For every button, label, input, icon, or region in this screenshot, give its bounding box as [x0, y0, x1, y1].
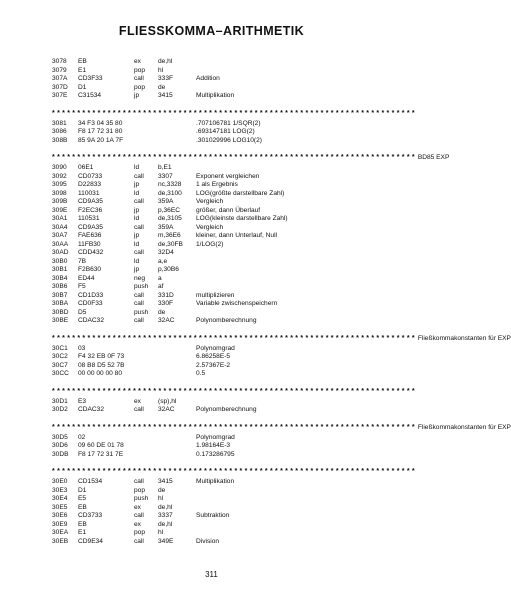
opcode-bytes: CD0F33 [78, 300, 103, 307]
code-line [52, 292, 394, 301]
code-line [52, 495, 394, 504]
code-line [52, 266, 394, 275]
comment: 1 als Ergebnis [196, 181, 238, 188]
address: 30C1 [52, 344, 68, 352]
opcode-bytes: CD1D33 [78, 291, 104, 299]
code-block [52, 120, 394, 146]
assembly-listing [52, 58, 511, 546]
operand: nc,3328 [158, 181, 182, 188]
comment: 0.173286795 [196, 450, 235, 458]
code-line [52, 478, 394, 487]
code-line [52, 442, 394, 451]
address: 30E3 [52, 486, 68, 494]
code-line [52, 84, 394, 93]
code-line [52, 198, 394, 207]
mnemonic: call [134, 249, 144, 256]
mnemonic: call [134, 223, 144, 231]
mnemonic: call [134, 172, 144, 180]
comment: Subtraktion [196, 512, 230, 519]
address: 30E4 [52, 495, 68, 502]
comment: 1.98164E-3 [196, 442, 231, 449]
operand: de,hl [158, 503, 173, 511]
address: 30DB [52, 450, 69, 458]
code-line [52, 258, 394, 267]
opcode-bytes: F8 17 72 31 7E [78, 450, 124, 458]
comment [196, 164, 394, 173]
address: 30D6 [52, 442, 68, 449]
mnemonic: ex [134, 58, 141, 65]
code-line [52, 164, 394, 173]
address: 30D5 [52, 433, 68, 441]
page-number: 311 [205, 570, 218, 579]
code-line [52, 207, 394, 216]
mnemonic: ld [134, 215, 140, 222]
page-title: FLIESSKOMMA–ARITHMETIK [118, 24, 305, 38]
mnemonic: jp [134, 206, 140, 214]
comment: Multiplikation [196, 478, 235, 485]
opcode-bytes: CDAC32 [78, 406, 105, 413]
comment: .693147181 LOG(2) [196, 128, 255, 135]
address: 3090 [52, 164, 67, 171]
section-separator [52, 334, 511, 343]
opcode-bytes: E3 [78, 397, 87, 405]
address: 30E0 [52, 478, 68, 485]
mnemonic: pop [134, 66, 146, 74]
mnemonic: call [134, 300, 144, 307]
mnemonic: ex [134, 397, 141, 405]
comment [196, 258, 394, 267]
opcode-bytes: 110531 [78, 215, 100, 222]
operand: 331D [158, 291, 174, 299]
comment [196, 58, 394, 67]
operand: p,36EC [158, 206, 180, 214]
opcode-bytes: 06E1 [78, 164, 94, 171]
code-block [52, 345, 394, 379]
opcode-bytes: CDD432 [78, 249, 104, 256]
code-line [52, 92, 394, 101]
comment [196, 495, 394, 504]
opcode-bytes: E5 [78, 495, 87, 502]
address: 30E6 [52, 512, 68, 519]
comment: .707106781 1/SQR(2) [196, 119, 261, 127]
code-line [52, 224, 394, 233]
star-rule: * * * * * * * * * * * * * * * * * * * * * * * * * * * * * * * * * * * * * * * * * * * * * * * * * * * * * * * * * * * * * * * * * * * * * * * * [52, 334, 415, 342]
operand: de,3105 [158, 215, 182, 222]
address: 30B0 [52, 257, 68, 265]
section-label: Fließkommakonstanten für EXP [417, 334, 511, 342]
mnemonic: push [134, 283, 149, 290]
opcode-bytes: 7B [78, 257, 87, 265]
star-rule: * * * * * * * * * * * * * * * * * * * * * * * * * * * * * * * * * * * * * * * * * * * * * * * * * * * * * * * * * * * * * * * * * * * * * * * * [52, 154, 415, 161]
opcode-bytes: D5 [78, 308, 87, 316]
operand: de [158, 486, 166, 494]
operand: 330F [158, 300, 174, 307]
operand: b,E1 [158, 164, 172, 171]
operand: hl [158, 529, 164, 536]
code-line [52, 362, 394, 371]
code-line [52, 300, 394, 309]
section-label: Fließkommakonstanten für EXP [417, 423, 511, 431]
address: 30EA [52, 529, 69, 536]
code-block [52, 478, 394, 546]
opcode-bytes: 85 9A 20 1A 7F [78, 136, 124, 144]
address: 30C2 [52, 353, 68, 360]
mnemonic: pop [134, 486, 146, 494]
code-line [52, 353, 394, 362]
comment [196, 521, 394, 530]
comment [196, 67, 394, 76]
operand: de [158, 83, 166, 91]
code-line [52, 137, 394, 146]
star-rule: * * * * * * * * * * * * * * * * * * * * * * * * * * * * * * * * * * * * * * * * * * * * * * * * * * * * * * * * * * * * * * * * * * * * * * * * [52, 109, 415, 117]
code-line [52, 309, 394, 318]
address: 3092 [52, 172, 67, 180]
opcode-bytes: D1 [78, 83, 87, 91]
mnemonic: ex [134, 520, 141, 528]
address: 3078 [52, 58, 67, 65]
opcode-bytes: CD3F33 [78, 75, 103, 82]
opcode-bytes: ED44 [78, 274, 95, 282]
code-line [52, 538, 394, 547]
opcode-bytes: 110031 [78, 189, 100, 197]
comment [196, 249, 394, 258]
comment [196, 283, 394, 292]
code-line [52, 58, 394, 67]
mnemonic: call [134, 512, 144, 519]
comment: Variable zwischenspeichern [196, 300, 278, 307]
comment: Polynomgrad [196, 344, 235, 352]
opcode-bytes: F8 17 72 31 80 [78, 128, 123, 135]
code-line [52, 434, 394, 443]
code-line [52, 173, 394, 182]
opcode-bytes: E1 [78, 529, 87, 536]
comment: LOG(größte darstellbare Zahl) [196, 189, 285, 197]
address: 30C7 [52, 361, 68, 369]
mnemonic: call [134, 75, 144, 82]
mnemonic: ex [134, 503, 141, 511]
opcode-bytes: 34 F3 04 35 80 [78, 119, 123, 127]
address: 307E [52, 92, 68, 99]
mnemonic: jp [134, 181, 140, 188]
comment: 6.86258E-5 [196, 353, 231, 360]
comment: Polynomberechnung [196, 317, 257, 324]
address: 30A1 [52, 215, 68, 222]
opcode-bytes: D1 [78, 486, 87, 494]
operand: hl [158, 66, 164, 74]
opcode-bytes: F2B630 [78, 266, 102, 273]
comment: Polynomgrad [196, 433, 235, 441]
comment: 0.5 [196, 370, 206, 377]
mnemonic: call [134, 406, 144, 413]
address: 3079 [52, 66, 67, 74]
code-block [52, 398, 394, 415]
section-separator [52, 423, 511, 432]
comment [196, 398, 394, 407]
comment [196, 266, 394, 275]
opcode-bytes: EB [78, 520, 87, 528]
code-line [52, 451, 394, 460]
code-line [52, 75, 394, 84]
mnemonic: ld [134, 240, 140, 248]
comment [196, 275, 394, 284]
comment [196, 529, 394, 538]
address: 30AD [52, 249, 69, 256]
opcode-bytes: EB [78, 58, 87, 65]
comment: Polynomberechnung [196, 406, 257, 413]
code-block [52, 164, 394, 326]
code-line [52, 241, 394, 250]
operand: hl [158, 495, 164, 502]
address: 30B1 [52, 266, 68, 273]
mnemonic: call [134, 291, 144, 299]
opcode-bytes: CD0733 [78, 172, 103, 180]
operand: 32AC [158, 317, 175, 324]
mnemonic: ld [134, 257, 140, 265]
address: 30D2 [52, 406, 68, 413]
code-line [52, 512, 394, 521]
mnemonic: neg [134, 274, 146, 282]
opcode-bytes: EB [78, 503, 87, 511]
comment: Vergleich [196, 198, 224, 205]
mnemonic: call [134, 317, 144, 324]
operand: 3337 [158, 512, 173, 519]
opcode-bytes: C31534 [78, 92, 102, 99]
address: 309E [52, 206, 68, 214]
operand: 333F [158, 75, 174, 82]
star-rule: * * * * * * * * * * * * * * * * * * * * * * * * * * * * * * * * * * * * * * * * * * * * * * * * * * * * * * * * * * * * * * * * * * * * * * * * [52, 468, 415, 475]
code-line [52, 398, 394, 407]
code-line [52, 283, 394, 292]
operand: a [158, 274, 162, 282]
code-line [52, 345, 394, 354]
opcode-bytes: CD3733 [78, 512, 103, 519]
mnemonic: call [134, 537, 144, 545]
operand: 3415 [158, 92, 173, 99]
code-line [52, 487, 394, 496]
code-line [52, 128, 394, 137]
mnemonic: push [134, 308, 149, 316]
code-line [52, 181, 394, 190]
code-block [52, 434, 394, 460]
mnemonic: push [134, 495, 149, 502]
address: 308B [52, 136, 68, 144]
section-separator [52, 387, 415, 396]
address: 3095 [52, 181, 67, 188]
opcode-bytes: 08 B8 D5 52 7B [78, 361, 125, 369]
opcode-bytes: CD9A35 [78, 198, 103, 205]
operand: 359A [158, 198, 174, 205]
mnemonic: jp [134, 232, 140, 239]
opcode-bytes: E1 [78, 66, 87, 74]
address: 30BE [52, 317, 69, 324]
code-line [52, 215, 394, 224]
address: 30A4 [52, 223, 68, 231]
address: 307A [52, 75, 68, 82]
opcode-bytes: F5 [78, 283, 86, 290]
section-label: BD85 EXP [417, 154, 450, 161]
address: 30EB [52, 537, 69, 545]
mnemonic: ld [134, 189, 140, 197]
comment: multiplizieren [196, 291, 235, 299]
operand: 3307 [158, 172, 173, 180]
code-line [52, 317, 394, 326]
operand: de,hl [158, 58, 173, 65]
opcode-bytes: FAE636 [78, 232, 102, 239]
opcode-bytes: CD9A35 [78, 223, 103, 231]
address: 30E9 [52, 520, 68, 528]
mnemonic: call [134, 198, 144, 205]
operand: de,30FB [158, 240, 183, 248]
comment [196, 309, 394, 318]
opcode-bytes: CD1534 [78, 478, 103, 485]
operand: de,hl [158, 520, 173, 528]
section-separator [52, 153, 450, 162]
mnemonic: jp [134, 92, 140, 99]
comment: Multiplikation [196, 92, 235, 99]
operand: af [158, 283, 164, 290]
operand: m,36E6 [158, 232, 181, 239]
operand: (sp),hl [158, 397, 177, 405]
operand: 359A [158, 223, 174, 231]
operand: de [158, 308, 166, 316]
operand: 349E [158, 537, 174, 545]
address: 30AA [52, 240, 69, 248]
mnemonic: pop [134, 529, 146, 536]
code-line [52, 67, 394, 76]
comment: 1/LOG(2) [196, 240, 224, 248]
address: 30A7 [52, 232, 68, 239]
mnemonic: ld [134, 164, 140, 171]
code-line [52, 521, 394, 530]
code-line [52, 249, 394, 258]
operand: de,3100 [158, 189, 182, 197]
code-line [52, 232, 394, 241]
comment: Division [196, 537, 220, 545]
operand: p,30B6 [158, 266, 179, 273]
opcode-bytes: F2EC36 [78, 206, 103, 214]
code-line [52, 504, 394, 513]
code-line [52, 370, 394, 379]
code-line [52, 275, 394, 284]
comment: LOG(kleinste darstellbare Zahl) [196, 215, 288, 222]
opcode-bytes: 02 [78, 433, 86, 441]
mnemonic: jp [134, 266, 140, 273]
operand: 32D4 [158, 249, 174, 256]
comment: Vergleich [196, 223, 224, 231]
code-line [52, 190, 394, 199]
mnemonic: pop [134, 83, 146, 91]
opcode-bytes: 03 [78, 344, 86, 352]
operand: 3415 [158, 478, 173, 485]
address: 3086 [52, 128, 67, 135]
comment [196, 504, 394, 513]
opcode-bytes: CD9E34 [78, 537, 103, 545]
comment: .301029996 LOG10(2) [196, 136, 262, 144]
code-line [52, 120, 394, 129]
address: 30D1 [52, 397, 68, 405]
star-rule: * * * * * * * * * * * * * * * * * * * * * * * * * * * * * * * * * * * * * * * * * * * * * * * * * * * * * * * * * * * * * * * * * * * * * * * * [52, 423, 415, 431]
address: 30B7 [52, 291, 68, 299]
address: 30BD [52, 308, 69, 316]
comment [196, 487, 394, 496]
address: 3098 [52, 189, 67, 197]
comment: Addition [196, 75, 220, 82]
opcode-bytes: CDAC32 [78, 317, 105, 324]
address: 307D [52, 83, 68, 91]
address: 30CC [52, 370, 69, 377]
address: 309B [52, 198, 68, 205]
address: 30B6 [52, 283, 68, 290]
comment: kleiner, dann Unterlauf, Null [196, 232, 278, 239]
star-rule: * * * * * * * * * * * * * * * * * * * * * * * * * * * * * * * * * * * * * * * * * * * * * * * * * * * * * * * * * * * * * * * * * * * * * * * * [52, 387, 415, 395]
address: 30B4 [52, 274, 68, 282]
address: 30E5 [52, 503, 68, 511]
operand: a,e [158, 257, 168, 265]
address: 30BA [52, 300, 69, 307]
code-line [52, 406, 394, 415]
operand: 32AC [158, 406, 175, 413]
comment: 2.57367E-2 [196, 361, 231, 369]
section-separator [52, 109, 415, 118]
section-separator [52, 467, 415, 476]
address: 3081 [52, 119, 67, 127]
code-line [52, 529, 394, 538]
comment: größer, dann Überlauf [196, 206, 261, 214]
opcode-bytes: 11FB30 [78, 240, 101, 248]
comment: Exponent vergleichen [196, 172, 260, 180]
opcode-bytes: 09 60 DE 01 78 [78, 442, 124, 449]
opcode-bytes: D22833 [78, 181, 102, 188]
mnemonic: call [134, 478, 144, 485]
code-block [52, 58, 394, 101]
comment [196, 84, 394, 93]
opcode-bytes: 00 00 00 00 80 [78, 370, 122, 377]
opcode-bytes: F4 32 EB 0F 73 [78, 353, 125, 360]
